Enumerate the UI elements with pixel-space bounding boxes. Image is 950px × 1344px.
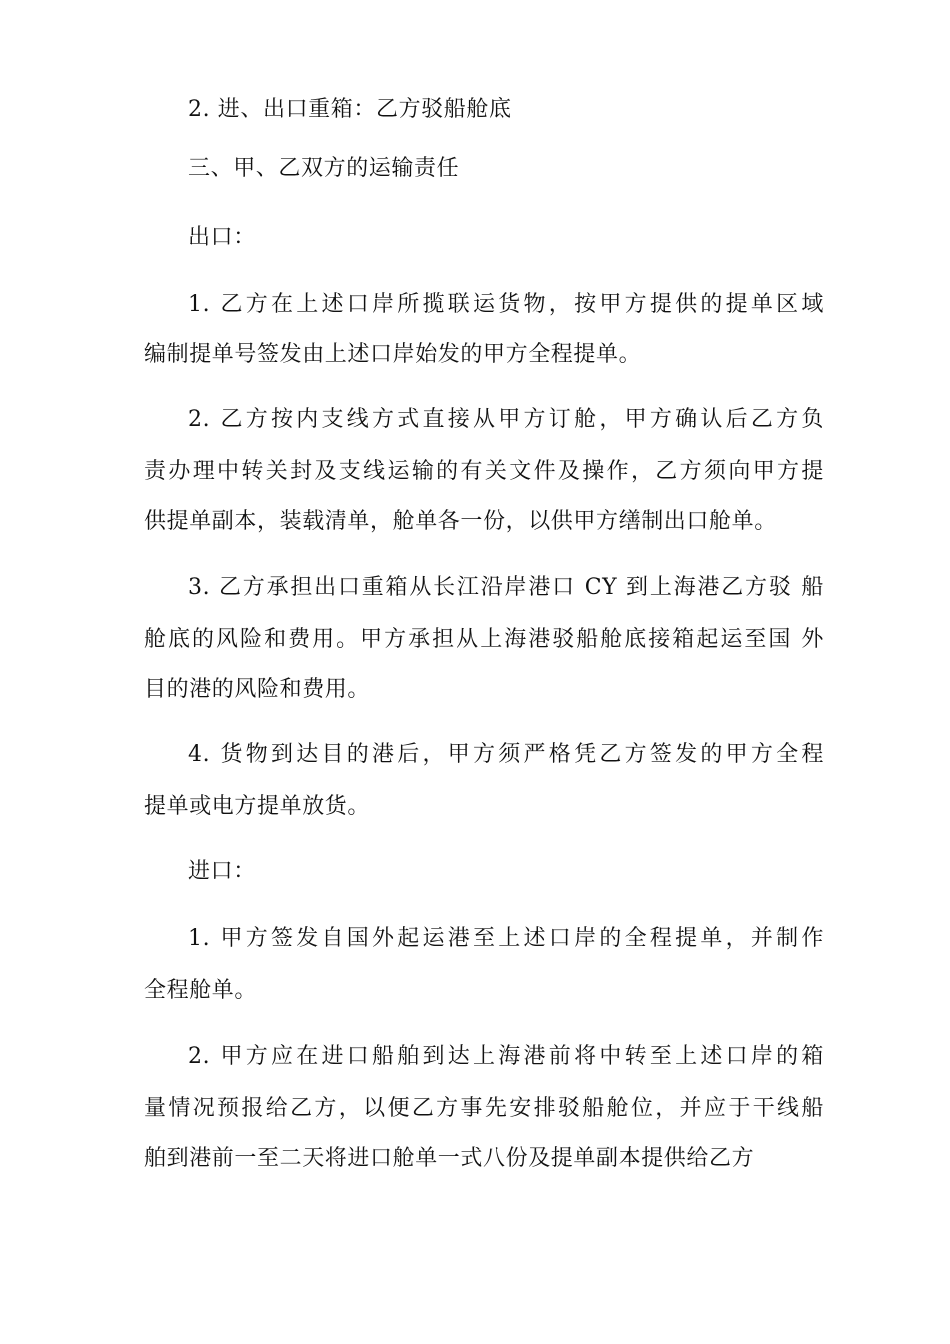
text-line-export-4a: 4. 货物到达目的港后，甲方须严格凭乙方签发的甲方全程 <box>188 742 824 767</box>
text-line-export-2a: 2. 乙方按内支线方式直接从甲方订舱，甲方确认后乙方负 <box>188 407 824 432</box>
text-line-import-1a: 1. 甲方签发自国外起运港至上述口岸的全程提单，并制作 <box>188 926 824 951</box>
subheading-export: 出口： <box>188 225 256 250</box>
text-line-export-3a: 3. 乙方承担出口重箱从长江沿岸港口 CY 到上海港乙方驳 船 <box>188 575 824 600</box>
subheading-import: 进口： <box>188 859 256 884</box>
text-line-import-2a: 2. 甲方应在进口船舶到达上海港前将中转至上述口岸的箱 <box>188 1044 824 1069</box>
text-line-export-1a: 1. 乙方在上述口岸所揽联运货物，按甲方提供的提单区域 <box>188 292 824 317</box>
text-line-export-4b: 提单或电方提单放货。 <box>144 794 371 819</box>
text-line-import-2b: 量情况预报给乙方，以便乙方事先安排驳船舱位，并应于干线船 <box>144 1096 824 1121</box>
text-line-export-1b: 编制提单号签发由上述口岸始发的甲方全程提单。 <box>144 342 642 367</box>
text-line-import-1b: 全程舱单。 <box>144 978 258 1003</box>
text-line-export-2c: 供提单副本，装载清单，舱单各一份，以供甲方缮制出口舱单。 <box>144 509 777 534</box>
text-line-export-3b: 舱底的风险和费用。甲方承担从上海港驳船舱底接箱起运至国 外 <box>144 627 824 652</box>
text-line-1: 2. 进、出口重箱：乙方驳船舱底 <box>188 97 512 122</box>
text-line-import-2c: 舶到港前一至二天将进口舱单一式八份及提单副本提供给乙方 <box>144 1146 755 1171</box>
text-line-export-2b: 责办理中转关封及支线运输的有关文件及操作，乙方须向甲方提 <box>144 459 824 484</box>
text-line-export-3c: 目的港的风险和费用。 <box>144 677 371 702</box>
section-heading: 三、甲、乙双方的运输责任 <box>188 156 460 181</box>
